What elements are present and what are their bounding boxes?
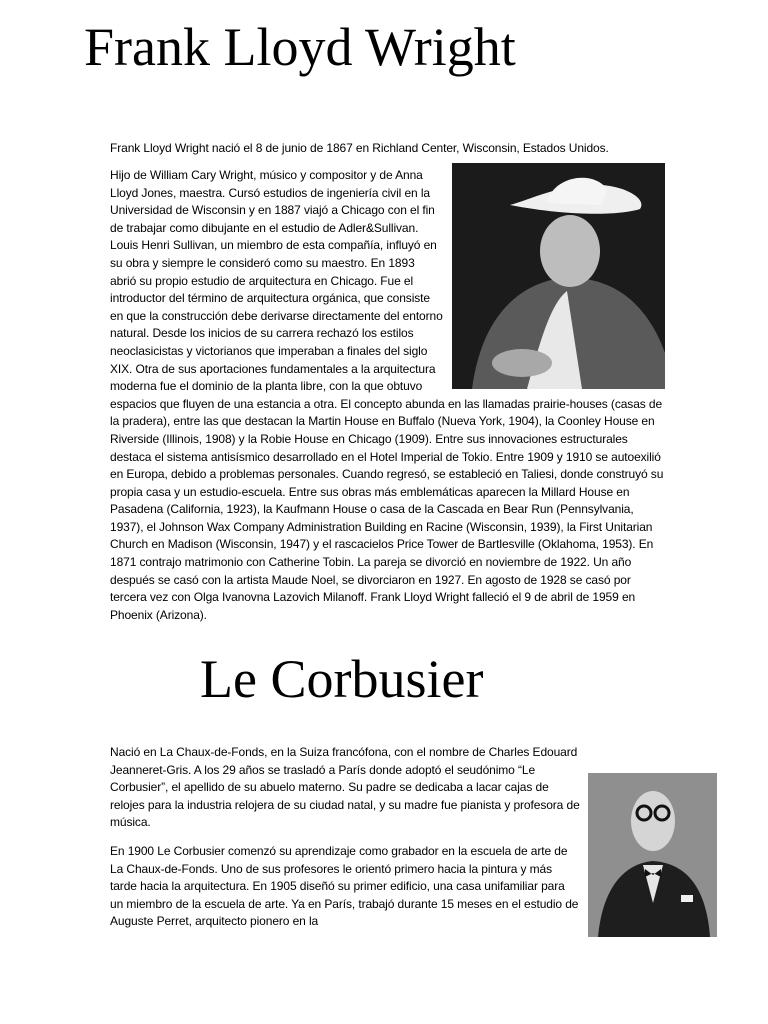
page-title-le-corbusier: Le Corbusier (200, 649, 484, 709)
frank-lloyd-wright-photo (452, 163, 665, 389)
lc-paragraph-2: En 1900 Le Corbusier comenzó su aprendizaje como grabador en la escuela de arte de La Chaux-de-Fonds. Uno de sus profesores le orientó primero hacia la pintura y más tarde hacia la arquitectura. En 1905 diseñó su primer edificio, una casa unifamiliar para un miembro de la escuela de arte. Ya en París, trabajó durante 15 meses en el estudio de Auguste Perret, arquitecto pionero en la (110, 844, 579, 929)
lc-paragraph-1: Nació en La Chaux-de-Fonds, en la Suiza francófona, con el nombre de Charles Edouard Jeanneret-Gris. A los 29 años se trasladó a París donde adoptó el seudónimo “Le Corbusier”, el apellido de su abuelo materno. Su padre se dedicaba a lacar cajas de relojes para la industria relojera de su ciudad natal, y su madre fue pianista y profesora de música. (110, 745, 580, 830)
flw-intro-paragraph: Frank Lloyd Wright nació el 8 de junio de 1867 en Richland Center, Wisconsin, Estados Unidos. (110, 141, 609, 155)
flw-biography-text: Hijo de William Cary Wright, músico y compositor y de Anna Lloyd Jones, maestra. Cursó estudios de ingeniería civil en la Universidad de Wisconsin y en 1887 viajó a Chicago con el fin de trabajar como dibujante en el estudio de Adler&Sullivan. Louis Henri Sullivan, un miembro de esta compañía, influyó en su obra y siempre le consideró como su maestro. En 1893 abrió su propio estudio de arquitectura en Chicago. Fue el introductor del término de arquitectura orgánica, que consiste en que la construcción debe derivarse directamente del entorno natural. Desde los inicios de su carrera rechazó los estilos neoclasicistas y victorianos que imperaban a finales del siglo XIX. Otra de sus aportaciones fundamentales a la arquitectura moderna fue el dominio de la planta libre, con la que obtuvo espacios que fluyen de una estancia a otra. El concepto abunda en las llamadas prairie-houses (casas de la pradera), entre las que destacan la Martin House en Buffalo (Nueva York, 1904), la Coonley House en Riverside (Illinois, 1908) y la Robie House en Chicago (1909). Entre sus innovaciones estructurales destaca el sistema antisísmico desarrollado en el Hotel Imperial de Tokio. Entre 1909 y 1910 se autoexilió en Europa, debido a problemas personales. Cuando regresó, se estableció en Taliesi, donde construyó su propia casa y un estudio-escuela. Entre sus obras más emblemáticas aparecen la Millard House en Pasadena (California, 1923), la Kaufmann House o casa de la Cascada en Bear Run (Pennsylvania, 1937), el Johnson Wax Company Administration Building en Racine (Wisconsin, 1939), la First Unitarian Church en Madison (Wisconsin, 1947) y el rascacielos Price Tower de Bartlesville (Oklahoma, 1953). En 1871 contrajo matrimonio con Catherine Tobin. La pareja se divorció en noviembre de 1922. Un año después se casó con la artista Maude Noel, se divorciaron en 1927. En agosto de 1928 se casó por tercera vez con Olga Ivanovna Lazovich Milanoff. Frank Lloyd Wright falleció el 9 de abril de 1959 en Phoenix (Arizona). (110, 168, 664, 622)
le-corbusier-photo (588, 773, 717, 937)
flw-biography-block (110, 167, 664, 624)
page-title-frank-lloyd-wright: Frank Lloyd Wright (84, 17, 516, 77)
